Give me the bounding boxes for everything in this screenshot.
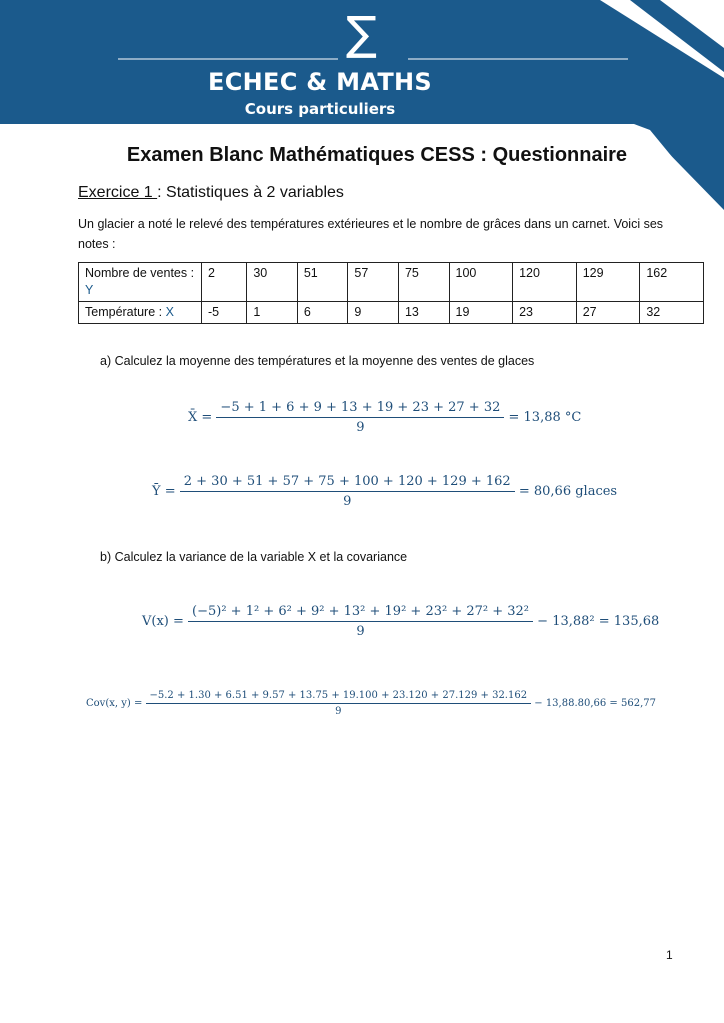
question-a: a) Calculez la moyenne des températures et la moyenne des ventes de glaces bbox=[100, 354, 535, 368]
table-row-ventes bbox=[79, 263, 704, 302]
table-cell: 1 bbox=[247, 302, 298, 324]
table-cell: 162 bbox=[640, 263, 704, 302]
formula-mean-y: Ȳ = $\frac{2 + 30 + 51 + 57 + 75 + 100 + 120 + 129 + 162}{9}$ = 80,66 glaces bbox=[152, 474, 618, 509]
exercise-title: : Statistiques à 2 variables bbox=[157, 184, 344, 201]
table-cell: -5 bbox=[202, 302, 247, 324]
page-title: Examen Blanc Mathématiques CESS : Questionnaire bbox=[126, 144, 628, 166]
table-cell: 9 bbox=[348, 302, 399, 324]
row-header-ventes: Nombre de ventes : Y bbox=[79, 263, 202, 302]
table-cell: 120 bbox=[513, 263, 577, 302]
question-b: b) Calculez la variance de la variable X et la covariance bbox=[100, 550, 408, 564]
table-cell: 13 bbox=[398, 302, 449, 324]
table-cell: 57 bbox=[348, 263, 399, 302]
brand-subtitle: Cours particuliers bbox=[244, 100, 396, 118]
table-cell: 100 bbox=[449, 263, 513, 302]
table-row-temperature bbox=[79, 302, 704, 324]
table-cell: 129 bbox=[576, 263, 640, 302]
table-cell: 51 bbox=[297, 263, 348, 302]
brand-title: ECHEC & MATHS bbox=[208, 68, 432, 96]
data-table bbox=[78, 262, 704, 324]
exercise-label: Exercice 1 bbox=[78, 184, 158, 201]
formula-variance: V(x) = $\frac{\text{(−5)² + 1² + 6² + 9² + 13² + 19² + 23² + 27² + 32²}}{9}$ − 13,88² = 135,68 bbox=[142, 604, 660, 639]
table-cell: 19 bbox=[449, 302, 513, 324]
table-cell: 2 bbox=[202, 263, 247, 302]
table-cell: 27 bbox=[576, 302, 640, 324]
formula-covariance: Cov(x, y) = −5.2 + 1.30 + 6.51 + 9.57 + 13.75 + 19.100 + 23.120 + 27.129 + 32.162 9 − 13,88.80,66 = 562,77 bbox=[86, 690, 656, 717]
table-cell: 75 bbox=[398, 263, 449, 302]
intro-paragraph: Un glacier a noté le relevé des températures extérieures et le nombre de grâces dans un carnet. Voici ses notes : bbox=[78, 217, 664, 251]
table-cell: 30 bbox=[247, 263, 298, 302]
row-header-temperature: Température : X bbox=[79, 302, 202, 324]
exercise-heading bbox=[78, 184, 344, 202]
table-cell: 23 bbox=[513, 302, 577, 324]
page-number: 1 bbox=[666, 948, 673, 962]
sigma-logo-icon: ∑ bbox=[346, 6, 377, 60]
formula-mean-x: X̄ = $\frac{-5 + 1 + 6 + 9 + 13 + 19 + 23 + 27 + 32}{9}$ = 13,88 °C bbox=[188, 400, 582, 435]
table-cell: 6 bbox=[297, 302, 348, 324]
table-cell: 32 bbox=[640, 302, 704, 324]
